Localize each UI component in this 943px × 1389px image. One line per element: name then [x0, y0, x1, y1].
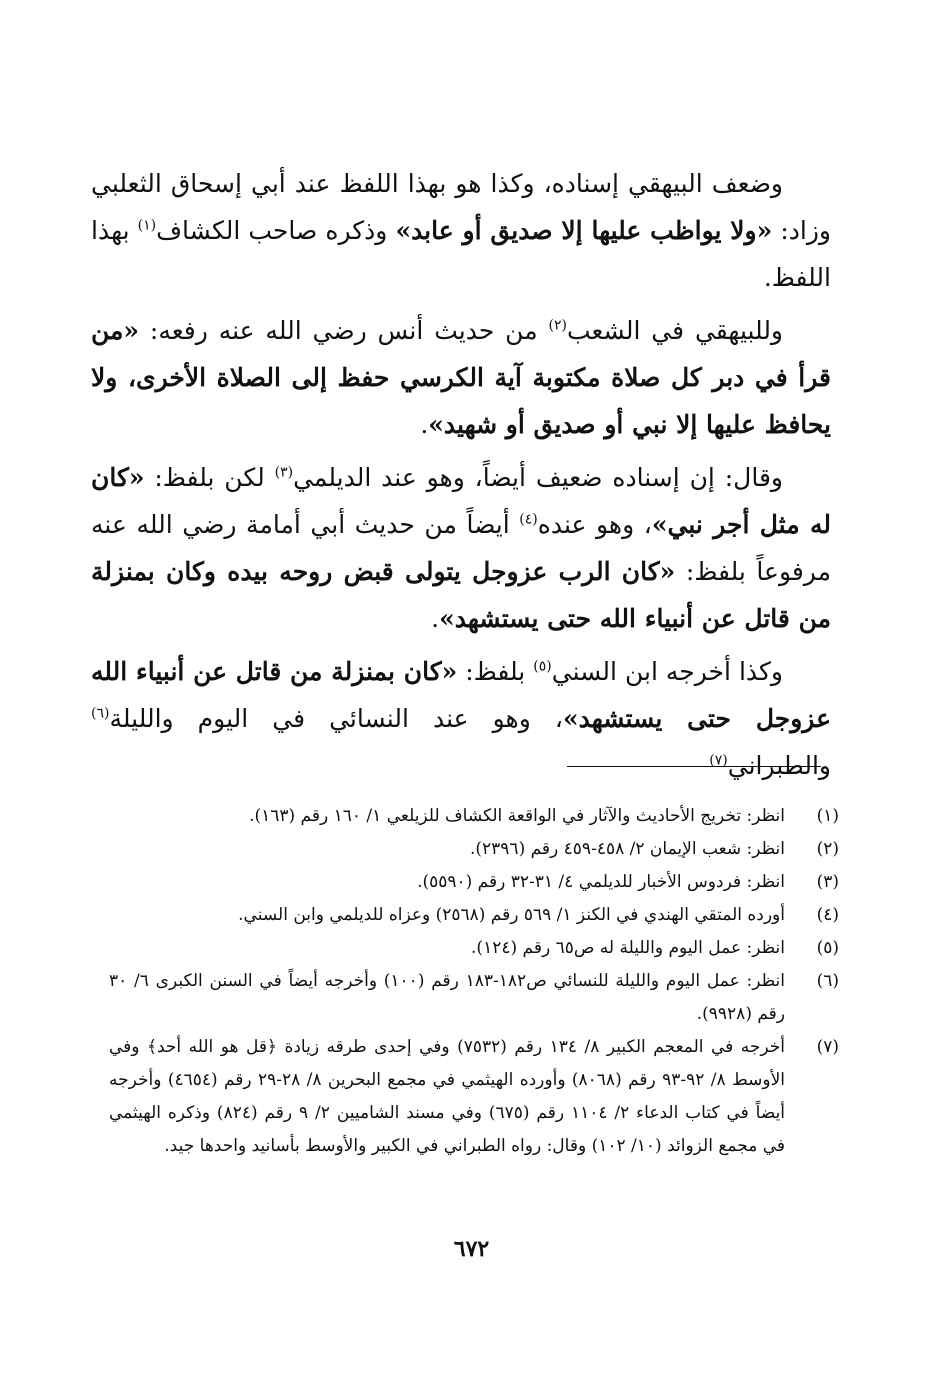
text-run: وللبيهقي في الشعب	[566, 316, 784, 345]
footnote-ref-4[interactable]: (٤)	[519, 511, 538, 528]
footnote-number: (٦)	[816, 971, 839, 991]
footnote-ref-3[interactable]: (٣)	[274, 464, 294, 481]
footnote-text: انظر: فردوس الأخبار للديلمي ٤/ ٣١-٣٢ رقم (٥٥٩٠).	[417, 872, 785, 892]
footnote-ref-1[interactable]: (١)	[137, 217, 157, 234]
text-run: .	[431, 604, 440, 633]
footnote-text: انظر: شعب الإيمان ٢/ ٤٥٨-٤٥٩ رقم (٢٣٩٦).	[469, 839, 785, 859]
paragraph-3	[91, 454, 831, 642]
footnote-item	[109, 1031, 839, 1163]
footnote-number: (١)	[816, 806, 839, 826]
hadith-quote: «كان بمنزلة من قاتل عن أنبياء الله عزوجل حتى يستشهد»	[91, 657, 831, 733]
text-run: والطبراني	[727, 751, 831, 780]
footnote-number: (٤)	[816, 905, 839, 925]
footnote-ref-5[interactable]: (٥)	[533, 658, 552, 675]
text-run: ، وهو عند النسائي في اليوم والليلة	[109, 704, 563, 733]
footnote-text: انظر: عمل اليوم والليلة للنسائي ص١٨٢-١٨٣ رقم (١٠٠) وأخرجه أيضاً في السنن الكبرى ٦/ ٣٠ رقم (٩٩٢٨).	[109, 971, 786, 1024]
text-run: أيضاً من حديث أبي أمامة رضي الله عنه مرفوعاً بلفظ:	[91, 510, 831, 586]
footnote-number: (٧)	[816, 1037, 839, 1057]
hadith-quote: «كان له مثل أجر نبي»	[91, 463, 831, 539]
footnote-item	[109, 899, 839, 932]
footnote-text: انظر: عمل اليوم والليلة له ص٦٥ رقم (١٢٤).	[471, 938, 785, 958]
footnotes	[109, 800, 839, 1163]
hadith-quote: «كان الرب عزوجل يتولى قبض روحه بيده وكان بمنزلة من قاتل عن أنبياء الله حتى يستشهد»	[91, 557, 831, 633]
page-number: ٦٧٢	[453, 1236, 490, 1262]
footnote-separator	[567, 766, 821, 767]
text-run: بلفظ:	[457, 657, 534, 686]
footnote-ref-6[interactable]: (٦)	[91, 705, 110, 722]
footnote-ref-2[interactable]: (٢)	[548, 317, 567, 334]
footnote-item	[109, 965, 839, 1031]
footnote-item	[109, 800, 839, 833]
footnote-number: (٢)	[816, 839, 839, 859]
text-run: وضعف البيهقي إسناده، وكذا هو بهذا اللفظ عند أبي إسحاق الثعلبي وزاد:	[91, 169, 831, 245]
text-run: لكن بلفظ:	[144, 463, 275, 492]
footnote-item	[109, 866, 839, 899]
text-run: من حديث أنس رضي الله عنه رفعه:	[139, 316, 549, 345]
paragraph-2	[91, 307, 831, 448]
hadith-quote: «من قرأ في دبر كل صلاة مكتوبة آية الكرسي حفظ إلى الصلاة الأخرى، ولا يحافظ عليها إلا نبي أو صديق أو شهيد»	[91, 316, 831, 439]
main-text	[91, 160, 831, 795]
text-run: .	[420, 410, 429, 439]
footnote-text: انظر: تخريج الأحاديث والآثار في الواقعة الكشاف للزيلعي ١/ ١٦٠ رقم (١٦٣).	[249, 806, 785, 826]
paragraph-4	[91, 648, 831, 789]
text-run: وذكره صاحب الكشاف	[156, 216, 396, 245]
text-run: بهذا اللفظ.	[91, 216, 831, 292]
text-run: وقال: إن إسناده ضعيف أيضاً، وهو عند الديلمي	[293, 463, 783, 492]
footnote-item	[109, 932, 839, 965]
footnote-text: أخرجه في المعجم الكبير ٨/ ١٣٤ رقم (٧٥٣٢) وفي إحدى طرقه زيادة ﴿قل هو الله أحد﴾ وفي الأوسط ٨/ ٩٢-٩٣ رقم (٨٠٦٨) وأورده الهيثمي في مجمع البحرين ٨/ ٢٨-٢٩ رقم (٤٦٥٤) وأخرجه أيضاً في كتاب الدعاء ٢/ ١١٠٤ رقم (٦٧٥) وفي مسند الشاميين ٢/ ٩ رقم (٨٢٤) وذكره الهيثمي في مجمع الزوائد (١٠/ ١٠٢) وقال: رواه الطبراني في الكبير والأوسط بأسانيد واحدها جيد.	[109, 1037, 786, 1156]
footnote-ref-7[interactable]: (٧)	[709, 752, 728, 769]
paragraph-1	[91, 160, 831, 301]
footnote-number: (٣)	[816, 872, 839, 892]
text-run: وكذا أخرجه ابن السني	[551, 657, 783, 686]
footnote-number: (٥)	[816, 938, 839, 958]
hadith-quote: «ولا يواظب عليها إلا صديق أو عابد»	[395, 216, 773, 245]
footnote-text: أورده المتقي الهندي في الكنز ١/ ٥٦٩ رقم (٢٥٦٨) وعزاه للديلمي وابن السني.	[238, 905, 785, 925]
footnote-item	[109, 833, 839, 866]
text-run: ، وهو عنده	[537, 510, 652, 539]
